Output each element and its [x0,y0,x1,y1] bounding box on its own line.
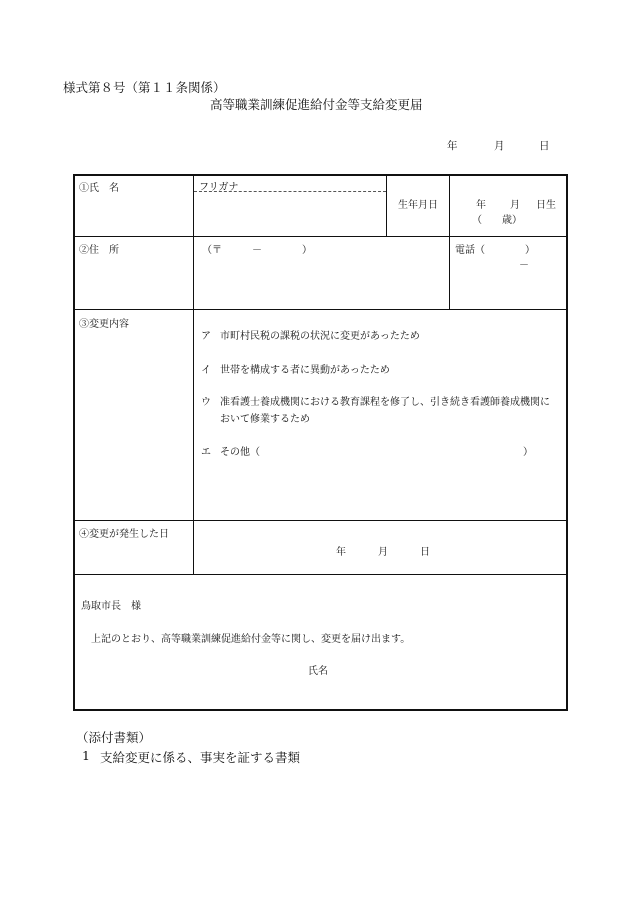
phone-dash: － [519,260,529,271]
change-date-year: 年 [336,547,346,558]
birth-label-divider [386,174,387,236]
applicant-name-field[interactable] [335,658,560,676]
addressee: 鳥取市長 様 [81,601,141,612]
row-divider [73,520,568,521]
address-label: ②住 所 [79,245,119,256]
option-text-e: その他（ [220,447,260,458]
change-contents-label: ③変更内容 [79,319,129,330]
header-date-year: 年 [447,140,458,152]
label-column-divider [193,174,194,574]
furigana-label: フリガナ [199,182,239,193]
applicant-name-label: 氏名 [308,666,328,677]
option-mark-u[interactable]: ウ [201,397,211,408]
change-date-label: ④変更が発生した日 [79,529,169,540]
address-field[interactable] [195,258,447,306]
row-divider [73,574,568,575]
change-date-month: 月 [378,547,388,558]
birth-day: 日生 [536,200,556,211]
other-reason-field[interactable] [266,441,522,457]
birth-date-label: 生年月日 [398,200,438,211]
furigana-field[interactable] [260,175,384,190]
option-text-a: 市町村民税の課税の状況に変更があったため [220,331,420,342]
birth-month: 月 [510,200,520,211]
attachment-text: 支給変更に係る、事実を証する書類 [100,750,301,765]
name-label: ①氏 名 [79,183,119,194]
attachment-number: 1 [82,748,90,763]
option-mark-i[interactable]: イ [201,365,211,376]
form-title: 高等職業訓練促進給付金等支給変更届 [210,97,423,112]
birth-year: 年 [476,200,486,211]
option-mark-a[interactable]: ア [201,331,211,342]
row-divider [73,236,568,237]
header-date-month: 月 [494,140,505,152]
declaration-statement: 上記のとおり、高等職業訓練促進給付金等に関し、変更を届け出ます。 [91,634,411,645]
header-date-day: 日 [539,140,550,152]
option-mark-e[interactable]: エ [201,447,211,458]
row-divider [73,309,568,310]
option-e-close: ） [523,447,533,458]
option-text-u: 准看護士養成機関における教育課程を修了し、引き続き看護師養成機関に [220,397,550,408]
attachments-heading: （添付書類） [76,730,152,745]
name-field[interactable] [195,193,385,234]
change-date-day: 日 [420,547,430,558]
phone-field[interactable]: 電話（ ） [455,245,535,256]
option-text-u-line2: おいて修業するため [220,414,310,425]
birth-value-divider [449,174,450,309]
postal-code-field[interactable]: （〒 － ） [202,245,312,256]
form-number: 様式第８号（第１１条関係） [63,80,226,95]
age-field: （ 歳） [472,215,522,226]
option-text-i: 世帯を構成する者に異動があったため [220,365,390,376]
